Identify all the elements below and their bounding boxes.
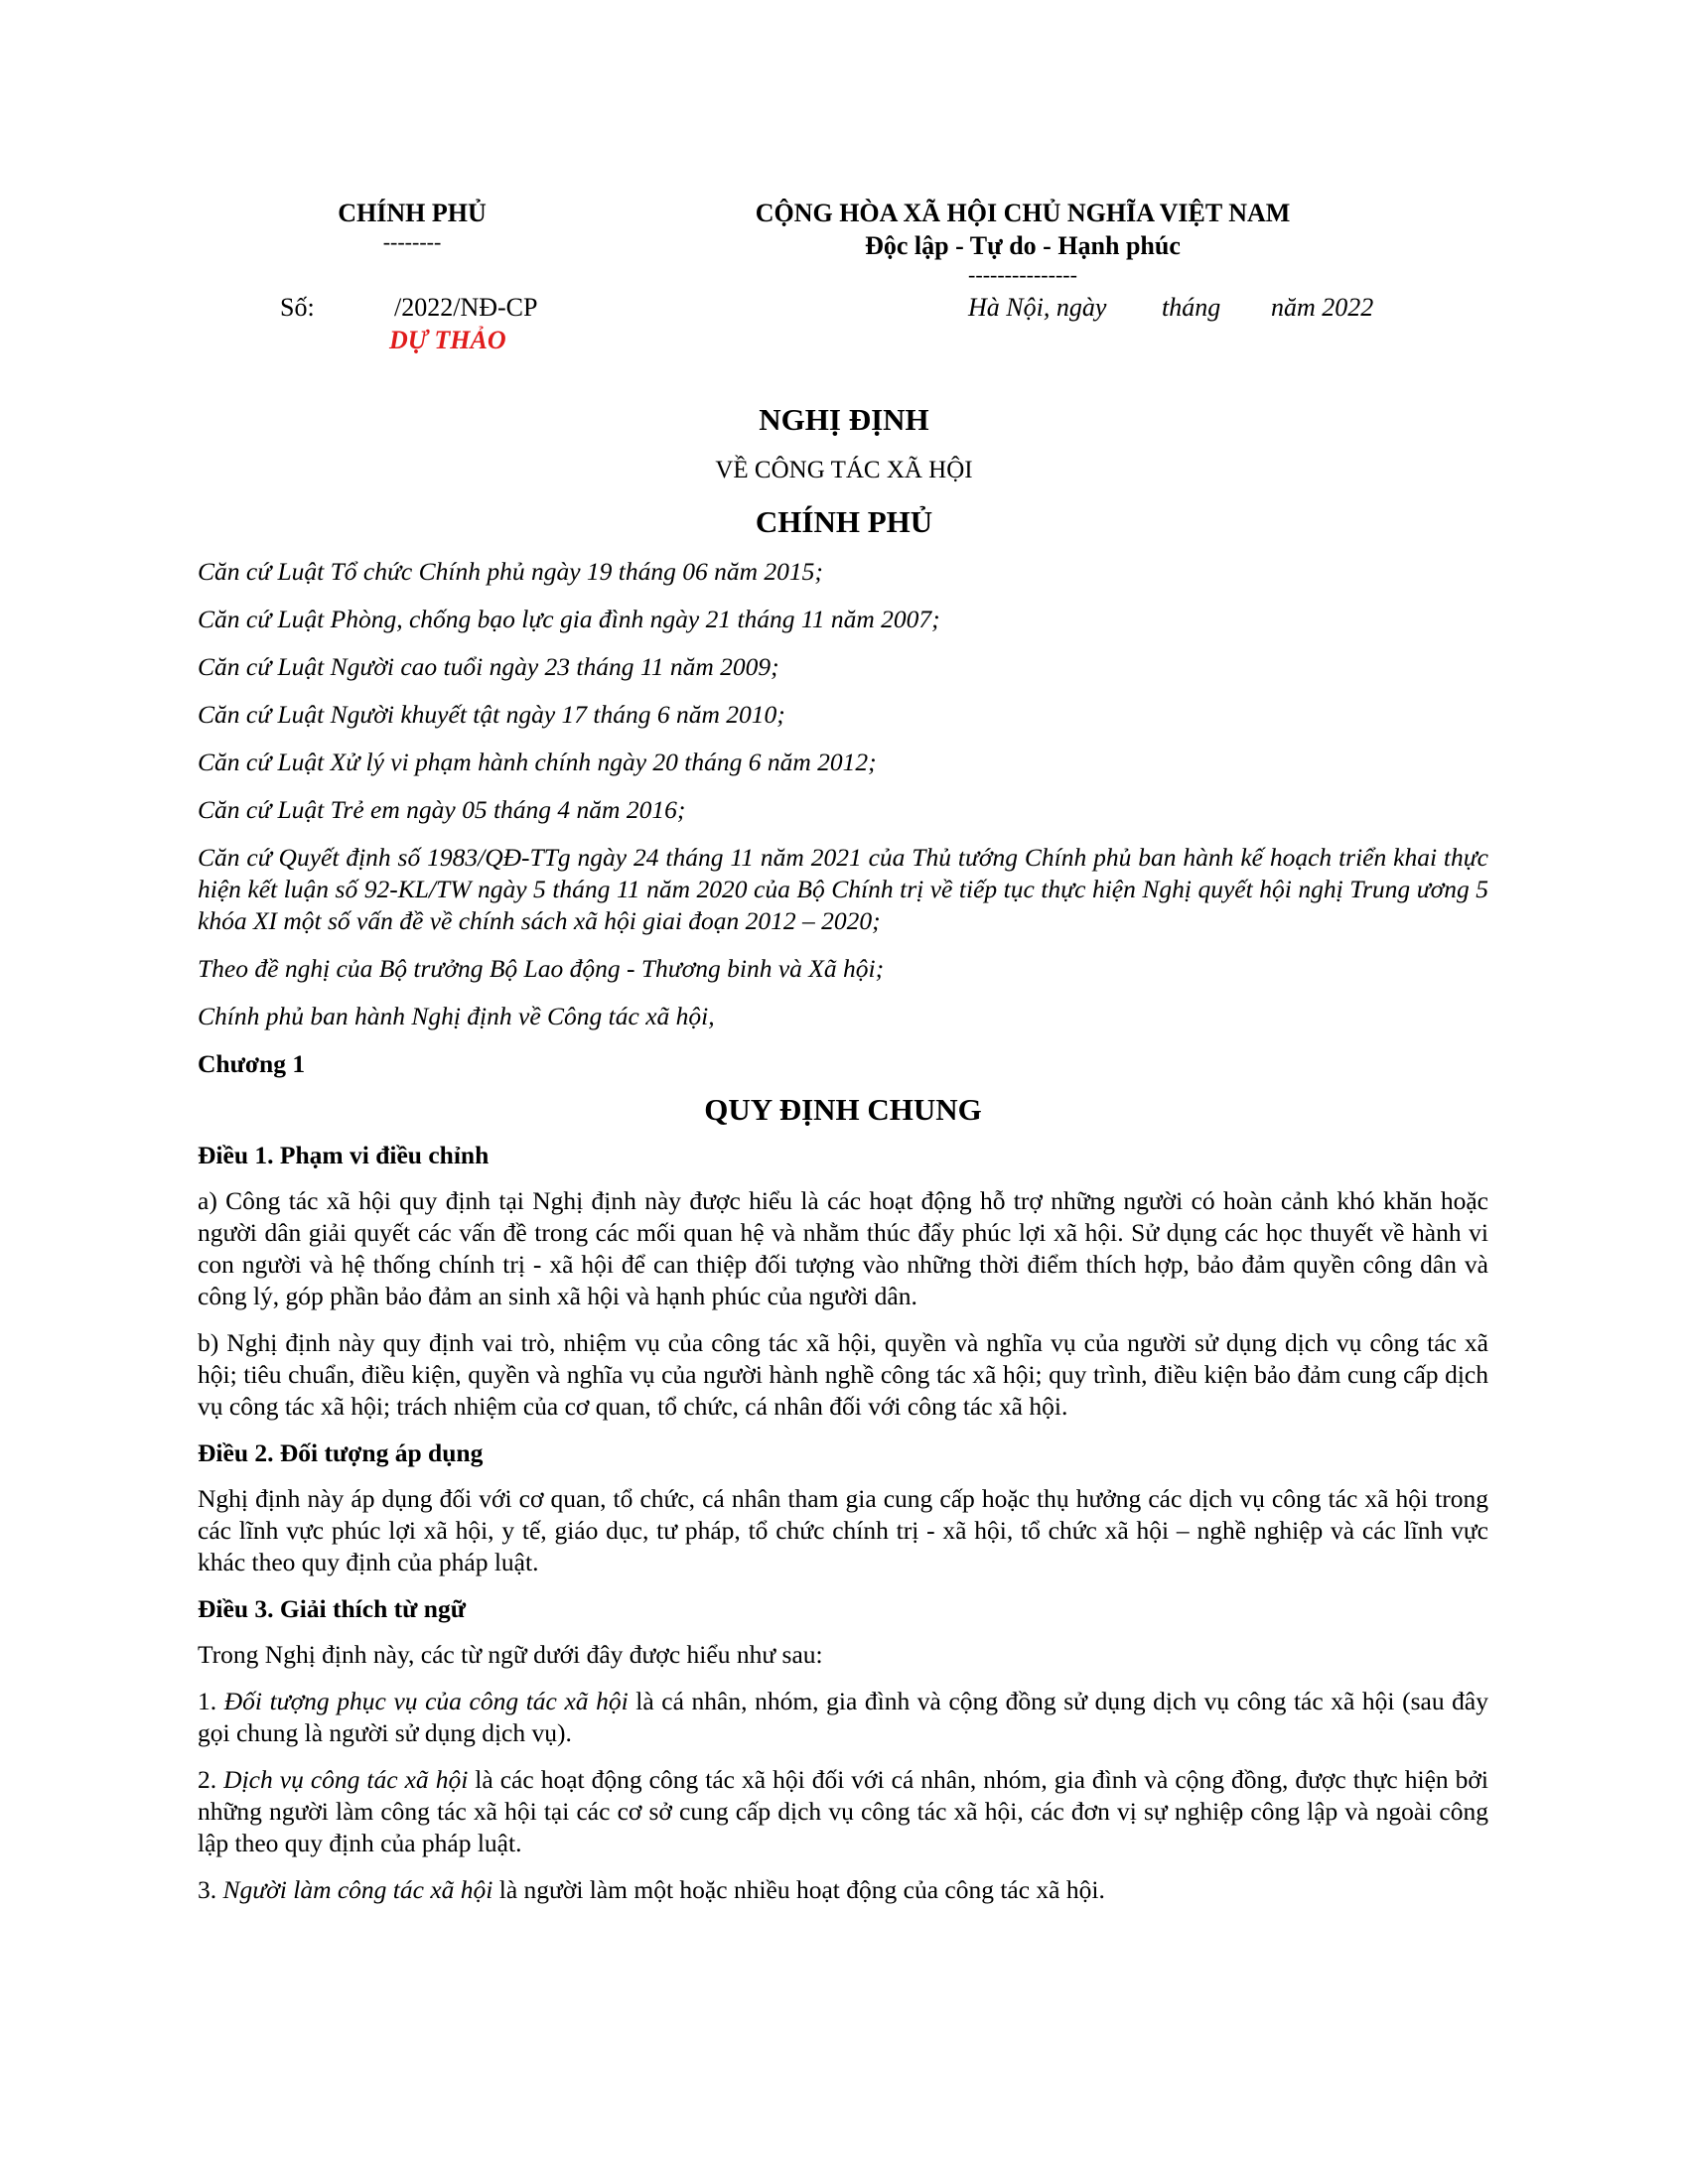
date-year: năm 2022	[1271, 293, 1374, 322]
definition-item	[198, 1686, 1488, 1749]
article-1-para-a: a) Công tác xã hội quy định tại Nghị định này được hiểu là các hoạt động hỗ trợ những người có hoàn cảnh khó khăn hoặc người dân giải quyết các vấn đề trong các mối quan hệ và nhằm thúc đẩy phúc lợi xã hội. Sử dụng các học thuyết về hành vi con người và hệ thống chính trị - xã hội để can thiệp đối tượng vào những thời điểm thích hợp, bảo đảm quyền công dân và công lý, góp phần bảo đảm an sinh xã hội và hạnh phúc của người dân.	[198, 1186, 1488, 1310]
date-place: Hà Nội, ngày	[968, 293, 1107, 322]
country-name: CỘNG HÒA XÃ HỘI CHỦ NGHĨA VIỆT NAM	[755, 199, 1291, 227]
article-2-heading: Điều 2. Đối tượng áp dụng	[198, 1438, 484, 1467]
article-3-heading: Điều 3. Giải thích từ ngữ	[198, 1594, 467, 1623]
motto-rule: ---------------	[968, 262, 1077, 287]
definition-text: là người làm một hoặc nhiều hoạt động của công tác xã hội.	[492, 1875, 1105, 1904]
definition-number: 2.	[198, 1765, 224, 1794]
preamble-line: Căn cứ Luật Trẻ em ngày 05 tháng 4 năm 2016;	[198, 795, 686, 824]
preamble-line: Căn cứ Luật Người khuyết tật ngày 17 tháng 6 năm 2010;	[198, 700, 785, 729]
preamble-line: Căn cứ Luật Tổ chức Chính phủ ngày 19 tháng 06 năm 2015;	[198, 557, 823, 586]
draft-stamp: DỰ THẢO	[389, 326, 506, 354]
document-number	[280, 293, 538, 323]
issuer-name: CHÍNH PHỦ	[338, 199, 487, 227]
document-body	[198, 556, 1488, 1921]
article-1-para-b: b) Nghị định này quy định vai trò, nhiệm vụ của công tác xã hội, quyền và nghĩa vụ của người sử dụng dịch vụ công tác xã hội; tiêu chuẩn, điều kiện, quyền và nghĩa vụ của người hành nghề công tác xã hội; quy trình, điều kiện bảo đảm cung cấp dịch vụ công tác xã hội; trách nhiệm của cơ quan, tổ chức, cá nhân đối với công tác xã hội.	[198, 1328, 1488, 1421]
preamble-line: Theo đề nghị của Bộ trưởng Bộ Lao động - Thương binh và Xã hội;	[198, 954, 885, 983]
number-label: Số:	[280, 293, 315, 322]
article-1-heading: Điều 1. Phạm vi điều chỉnh	[198, 1141, 490, 1169]
definition-number: 1.	[198, 1687, 224, 1715]
issuing-body-title: CHÍNH PHỦ	[755, 504, 933, 539]
motto: Độc lập - Tự do - Hạnh phúc	[865, 231, 1181, 260]
definition-term: Người làm công tác xã hội	[222, 1875, 493, 1904]
document-subject: VỀ CÔNG TÁC XÃ HỘI	[715, 457, 973, 483]
national-motto-block	[695, 197, 1350, 288]
preamble-line: Chính phủ ban hành Nghị định về Công tác xã hội,	[198, 1002, 715, 1030]
definition-term: Dịch vụ công tác xã hội	[223, 1765, 469, 1794]
definition-item	[198, 1764, 1488, 1859]
preamble-line: Căn cứ Luật Phòng, chống bạo lực gia đình ngày 21 tháng 11 năm 2007;	[198, 605, 940, 633]
issuer-rule: --------	[382, 229, 442, 254]
issuer-block	[233, 197, 591, 255]
definition-number: 3.	[198, 1875, 223, 1904]
chapter-title: QUY ĐỊNH CHUNG	[704, 1092, 982, 1127]
article-2-para: Nghị định này áp dụng đối với cơ quan, tổ chức, cá nhân tham gia cung cấp hoặc thụ hưởng các dịch vụ công tác xã hội trong các lĩnh vực phúc lợi xã hội, y tế, giáo dục, tư pháp, tổ chức chính trị - xã hội, tổ chức xã hội – nghề nghiệp và các lĩnh vực khác theo quy định của pháp luật.	[198, 1484, 1488, 1576]
document-type-title: NGHỊ ĐỊNH	[759, 402, 929, 437]
chapter-label: Chương 1	[198, 1049, 306, 1078]
definition-term: Đối tượng phục vụ của công tác xã hội	[223, 1687, 629, 1715]
number-value: /2022/NĐ-CP	[394, 293, 538, 322]
definition-item	[198, 1874, 1488, 1906]
definition-text: là cá nhân, nhóm, gia đình và cộng đồng sử dụng dịch vụ công tác xã hội (sau đây gọi chung là người sử dụng dịch vụ).	[198, 1687, 1489, 1747]
definition-text: là các hoạt động công tác xã hội đối với cá nhân, nhóm, gia đình và cộng đồng, được thực hiện bởi những người làm công tác xã hội tại các cơ sở cung cấp dịch vụ công tác xã hội, các đơn vị sự nghiệp công lập và ngoài công lập theo quy định của pháp luật.	[198, 1765, 1488, 1857]
preamble-line: Căn cứ Luật Người cao tuổi ngày 23 tháng 11 năm 2009;	[198, 652, 779, 681]
preamble-line: Căn cứ Quyết định số 1983/QĐ-TTg ngày 24 tháng 11 năm 2021 của Thủ tướng Chính phủ ban hành kế hoạch triển khai thực hiện kết luận số 92-KL/TW ngày 5 tháng 11 năm 2020 của Bộ Chính trị về tiếp tục thực hiện Nghị quyết hội nghị Trung ương 5 khóa XI một số vấn đề về chính sách xã hội giai đoạn 2012 – 2020;	[198, 843, 1488, 935]
preamble-line: Căn cứ Luật Xử lý vi phạm hành chính ngày 20 tháng 6 năm 2012;	[198, 748, 877, 776]
article-3-intro: Trong Nghị định này, các từ ngữ dưới đây được hiểu như sau:	[198, 1640, 823, 1669]
date-month: tháng	[1162, 293, 1221, 322]
